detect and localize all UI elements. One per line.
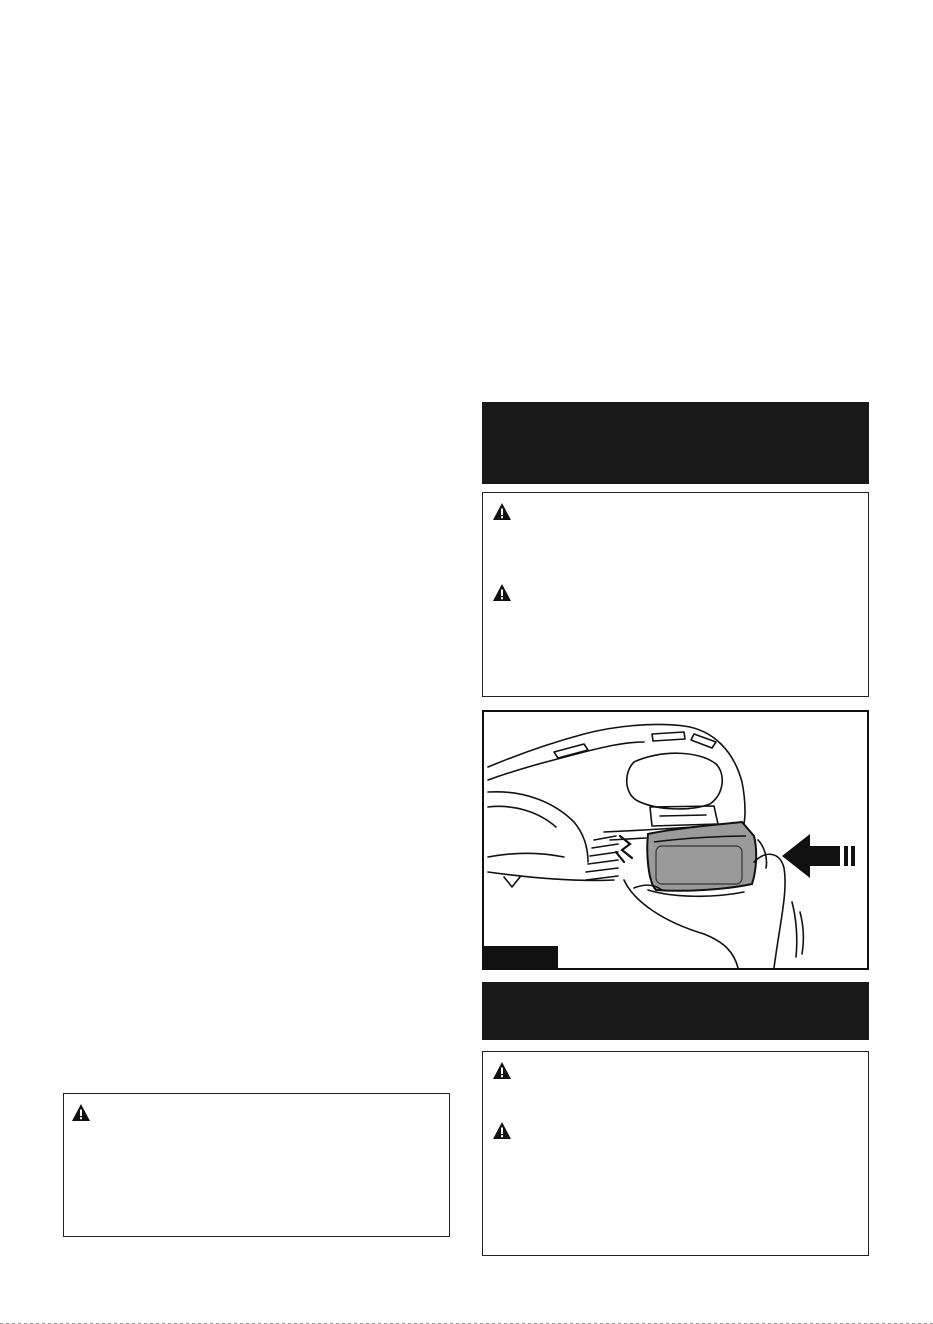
warning-triangle-icon — [492, 583, 512, 602]
warning-box-1 — [482, 492, 869, 697]
insert-direction-arrow-icon — [782, 834, 855, 878]
section-heading-bar-1 — [482, 402, 869, 484]
battery-install-figure — [482, 710, 869, 970]
figure-label-text — [484, 950, 490, 964]
battery-cartridge — [647, 822, 756, 891]
warning-box-2 — [482, 1051, 869, 1256]
warning-triangle-icon — [71, 1103, 91, 1122]
section-heading-bar-2 — [482, 982, 869, 1040]
figure-label-tag — [484, 946, 558, 968]
warning-triangle-icon — [492, 1121, 512, 1140]
tool-battery-illustration — [484, 712, 867, 968]
warning-triangle-icon — [492, 502, 512, 521]
warning-box-3 — [63, 1093, 450, 1237]
warning-triangle-icon — [492, 1061, 512, 1080]
